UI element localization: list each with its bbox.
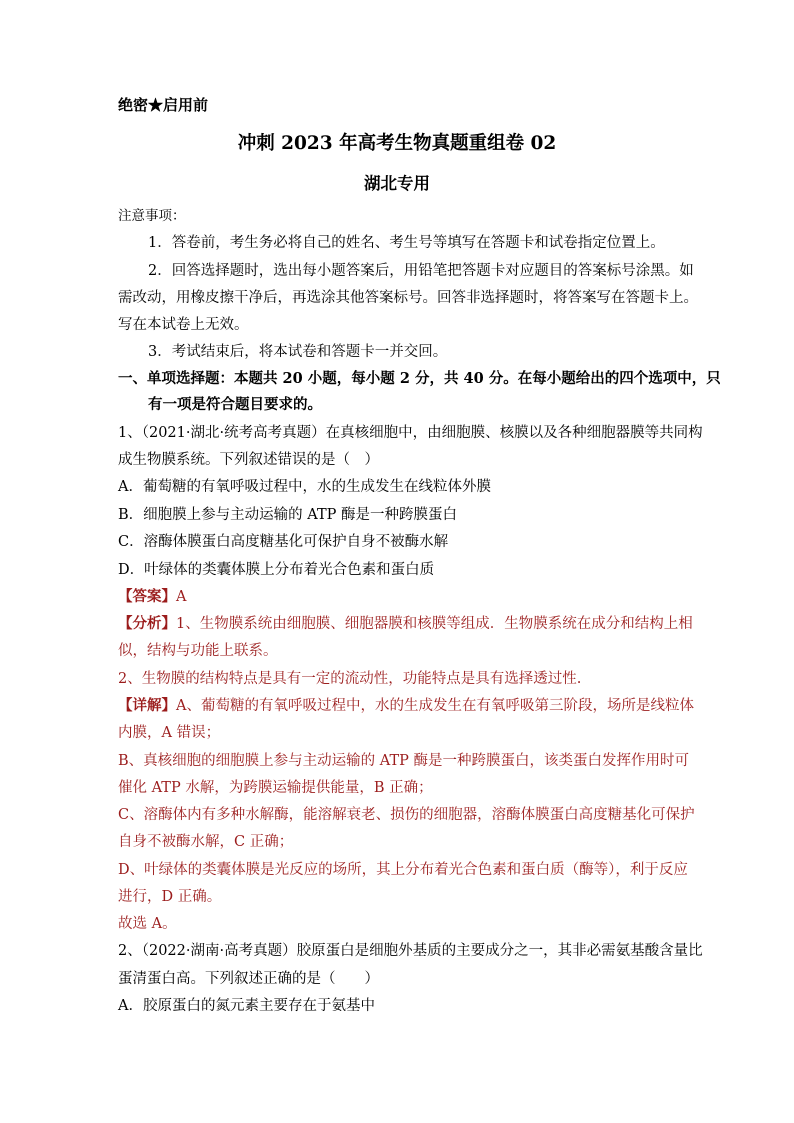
q1-option-c: C．溶酶体膜蛋白高度糖基化可保护自身不被酶水解	[118, 534, 449, 550]
q1-detail-b-line-1: B、真核细胞的细胞膜上参与主动运输的 ATP 酶是一种跨膜蛋白，该类蛋白发挥作用时可	[118, 753, 689, 769]
notice-item-1: 1．答卷前，考生务必将自己的姓名、考生号等填写在答题卡和试卷指定位置上。	[148, 235, 665, 251]
q1-detail-a-line-1	[118, 696, 694, 716]
q1-detail-c-line-1: C、溶酶体内有多种水解酶，能溶解衰老、损伤的细胞器，溶酶体膜蛋白高度糖基化可保护	[118, 807, 695, 823]
q1-stem-line-2: 成生物膜系统。下列叙述错误的是（ ）	[118, 452, 379, 468]
q1-option-b: B．细胞膜上参与主动运输的 ATP 酶是一种跨膜蛋白	[118, 507, 457, 523]
q1-analysis-line-2: 似，结构与功能上联系。	[118, 643, 278, 659]
q1-analysis-line-1	[118, 614, 693, 634]
exam-title: 冲刺 2023 年高考生物真题重组卷 02	[237, 133, 557, 154]
notice-item-2-line-2: 需改动，用橡皮擦干净后，再选涂其他答案标号。回答非选择题时，将答案写在答题卡上。	[118, 290, 698, 306]
detail-tag: 【详解】	[118, 697, 176, 714]
q1-option-d: D．叶绿体的类囊体膜上分布着光合色素和蛋白质	[118, 562, 435, 578]
q2-stem-line-2: 蛋清蛋白高。下列叙述正确的是（ ）	[118, 971, 379, 987]
q1-analysis-line-3: 2、生物膜的结构特点是具有一定的流动性，功能特点是具有选择透过性.	[118, 671, 582, 687]
q1-detail-d-line-1: D、叶绿体的类囊体膜是光反应的场所，其上分布着光合色素和蛋白质（酶等），利于反应	[118, 862, 688, 878]
q2-option-a: A．胶原蛋白的氮元素主要存在于氨基中	[118, 998, 375, 1014]
notice-item-2-line-3: 写在本试卷上无效。	[118, 317, 249, 333]
analysis-tag: 【分析】	[118, 615, 176, 632]
notice-heading: 注意事项：	[118, 208, 186, 224]
q1-detail-b-line-2: 催化 ATP 水解，为跨膜运输提供能量，B 正确；	[118, 780, 433, 796]
q1-stem-line-1: 1、（2021·湖北·统考高考真题）在真核细胞中，由细胞膜、核膜以及各种细胞器膜等共同构	[118, 425, 703, 441]
q1-detail-a-line-2: 内膜，A 错误；	[118, 725, 221, 741]
q1-answer	[118, 587, 186, 607]
q1-detail-d-line-2: 进行，D 正确。	[118, 889, 222, 905]
exam-subtitle: 湖北专用	[364, 174, 430, 193]
q1-option-a: A．葡萄糖的有氧呼吸过程中，水的生成发生在线粒体外膜	[118, 479, 491, 495]
section-1-heading-line-2: 有一项是符合题目要求的。	[148, 396, 322, 413]
detail-a-text-1: A、葡萄糖的有氧呼吸过程中，水的生成发生在有氧呼吸第三阶段，场所是线粒体	[176, 698, 694, 714]
answer-tag: 【答案】	[118, 588, 176, 605]
answer-value: A	[176, 589, 187, 605]
analysis-text-1: 1、生物膜系统由细胞膜、细胞器膜和核膜等组成．生物膜系统在成分和结构上相	[176, 616, 693, 632]
q1-detail-c-line-2: 自身不被酶水解，C 正确；	[118, 834, 294, 850]
q1-conclusion: 故选 A。	[118, 916, 177, 932]
q2-stem-line-1: 2、（2022·湖南·高考真题）胶原蛋白是细胞外基质的主要成分之一，其非必需氨基酸含量比	[118, 943, 703, 959]
notice-item-2-line-1: 2．回答选择题时，选出每小题答案后，用铅笔把答题卡对应题目的答案标号涂黑。如	[148, 263, 694, 279]
notice-item-3: 3．考试结束后，将本试卷和答题卡一并交回。	[148, 344, 448, 360]
section-1-heading-line-1: 一、单项选择题：本题共 20 小题，每小题 2 分，共 40 分。在每小题给出的四个选项中，只	[118, 370, 721, 387]
confidential-mark: 绝密★启用前	[118, 96, 209, 114]
